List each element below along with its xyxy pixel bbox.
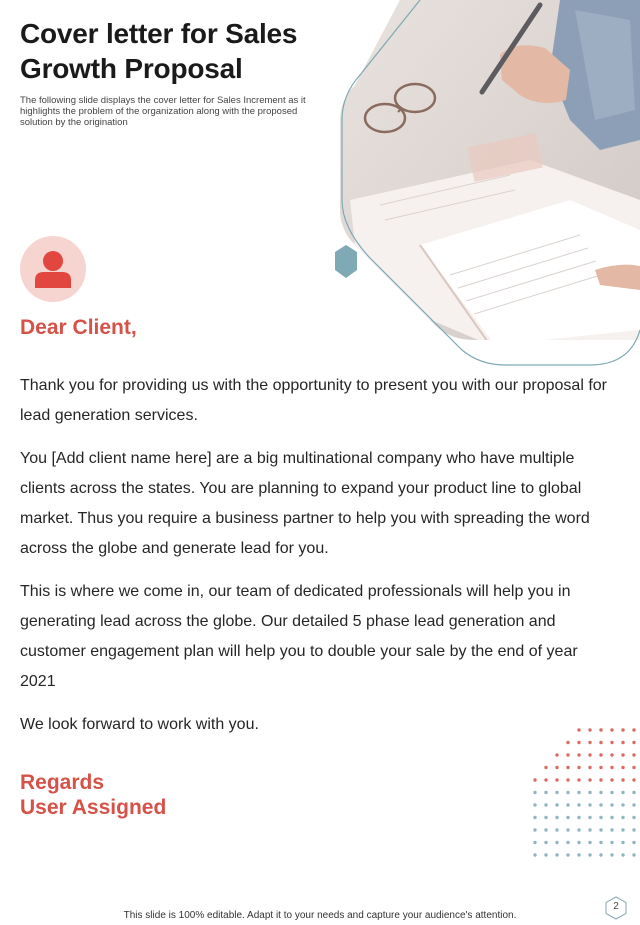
decor-dot <box>588 816 591 819</box>
writing-photo <box>330 0 640 370</box>
decor-dot <box>599 828 602 831</box>
decor-dot <box>566 778 569 781</box>
decor-dot <box>566 828 569 831</box>
decor-dot <box>621 741 624 744</box>
decor-dot <box>610 816 613 819</box>
decor-dot <box>577 728 580 731</box>
decor-dot <box>610 728 613 731</box>
decor-dot <box>632 803 635 806</box>
decor-dot <box>588 741 591 744</box>
decor-dot <box>577 853 580 856</box>
decor-dot <box>577 803 580 806</box>
decor-dot <box>599 766 602 769</box>
decor-dot <box>555 828 558 831</box>
decor-dot <box>555 778 558 781</box>
decor-dot <box>577 841 580 844</box>
decor-dot <box>555 753 558 756</box>
letter-paragraph: We look forward to work with you. <box>20 716 259 733</box>
decor-dot <box>610 791 613 794</box>
decor-dot <box>610 753 613 756</box>
closing-regards: Regards <box>20 771 105 794</box>
decor-dot <box>555 803 558 806</box>
page-number: 2 <box>613 901 619 912</box>
decor-dot <box>533 791 536 794</box>
decor-dot <box>544 803 547 806</box>
decor-dot <box>544 816 547 819</box>
decor-dot <box>588 791 591 794</box>
decor-dot <box>566 816 569 819</box>
letter-body <box>20 371 615 753</box>
decor-dot <box>632 791 635 794</box>
decor-dot <box>577 741 580 744</box>
decor-dot <box>577 753 580 756</box>
decor-dot <box>544 828 547 831</box>
decor-dot <box>632 728 635 731</box>
decor-dot <box>599 841 602 844</box>
decor-dot <box>566 741 569 744</box>
letter-greeting: Dear Client, <box>20 316 137 339</box>
decor-dot <box>588 828 591 831</box>
decor-dot <box>566 841 569 844</box>
decor-dot <box>577 791 580 794</box>
teal-hexagon <box>335 245 357 278</box>
footer-note: This slide is 100% editable. Adapt it to your needs and capture your audience's attention. <box>123 910 517 921</box>
decor-dot <box>566 791 569 794</box>
decor-dot <box>544 766 547 769</box>
decor-dot <box>588 778 591 781</box>
decor-dot <box>621 778 624 781</box>
decor-dot <box>588 766 591 769</box>
decor-dot <box>610 853 613 856</box>
decor-dot <box>621 766 624 769</box>
letter-closing <box>20 770 166 820</box>
decor-dot <box>599 728 602 731</box>
letter-paragraph: Thank you for providing us with the opportunity to present you with our proposal for lead generation services. <box>20 377 607 424</box>
letter-paragraph: You [Add client name here] are a big multinational company who have multiple clients across the states. You are planning to expand your product line to global market. Thus you require a business partner to help you with spreading the word across the globe and generate lead for you. <box>20 450 590 557</box>
decor-dot <box>577 778 580 781</box>
decor-dot <box>632 828 635 831</box>
decor-dot <box>588 728 591 731</box>
decor-dot <box>533 816 536 819</box>
decor-dot <box>610 828 613 831</box>
decor-dot <box>632 766 635 769</box>
decor-dot <box>588 753 591 756</box>
decor-dot <box>599 791 602 794</box>
decor-dot <box>588 841 591 844</box>
decor-dot <box>632 816 635 819</box>
page-title: Cover letter for Sales Growth Proposal <box>20 18 298 84</box>
decor-dot <box>632 853 635 856</box>
user-icon <box>35 250 71 288</box>
decor-dot <box>621 816 624 819</box>
decor-dot <box>632 778 635 781</box>
decor-dot <box>621 753 624 756</box>
decor-dot <box>621 828 624 831</box>
decor-dot <box>610 778 613 781</box>
decor-dot <box>599 853 602 856</box>
decor-dot <box>555 853 558 856</box>
decor-dot <box>621 841 624 844</box>
decor-dot <box>599 778 602 781</box>
decor-dot <box>610 803 613 806</box>
decor-dot <box>577 828 580 831</box>
decor-dot <box>566 753 569 756</box>
decor-dot <box>566 766 569 769</box>
decor-dot <box>533 853 536 856</box>
decor-dot <box>533 778 536 781</box>
decor-dot <box>610 841 613 844</box>
decor-dot <box>621 853 624 856</box>
avatar <box>20 236 86 302</box>
signer-name: User Assigned <box>20 796 167 819</box>
decor-dot <box>555 816 558 819</box>
decor-dot <box>621 728 624 731</box>
decor-dot <box>533 828 536 831</box>
dot-grid-decoration <box>530 725 640 865</box>
decor-dot <box>555 791 558 794</box>
decor-dot <box>588 853 591 856</box>
decor-dot <box>599 753 602 756</box>
decor-dot <box>577 816 580 819</box>
decor-dot <box>544 841 547 844</box>
decor-dot <box>588 803 591 806</box>
decor-dot <box>566 853 569 856</box>
decor-dot <box>599 803 602 806</box>
decor-dot <box>599 816 602 819</box>
decor-dot <box>544 791 547 794</box>
letter-paragraph: This is where we come in, our team of dedicated professionals will help you in generating lead across the globe. Our detailed 5 phase lead generation and customer engagement plan will help you to double your sale by the end of year 2021 <box>20 583 578 690</box>
decor-dot <box>610 766 613 769</box>
decor-dot <box>544 853 547 856</box>
page-number-badge <box>604 896 628 920</box>
decor-dot <box>621 791 624 794</box>
decor-dot <box>632 841 635 844</box>
decor-dot <box>533 841 536 844</box>
decor-dot <box>621 803 624 806</box>
decor-dot <box>555 841 558 844</box>
decor-dot <box>577 766 580 769</box>
decor-dot <box>610 741 613 744</box>
decor-dot <box>544 778 547 781</box>
decor-dot <box>632 741 635 744</box>
decor-dot <box>632 753 635 756</box>
decor-dot <box>555 766 558 769</box>
decor-dot <box>566 803 569 806</box>
page-subtitle: The following slide displays the cover letter for Sales Increment as it highlights the problem of the organization along with the proposed solution by the origination <box>20 95 306 128</box>
decor-dot <box>533 803 536 806</box>
decor-dot <box>599 741 602 744</box>
